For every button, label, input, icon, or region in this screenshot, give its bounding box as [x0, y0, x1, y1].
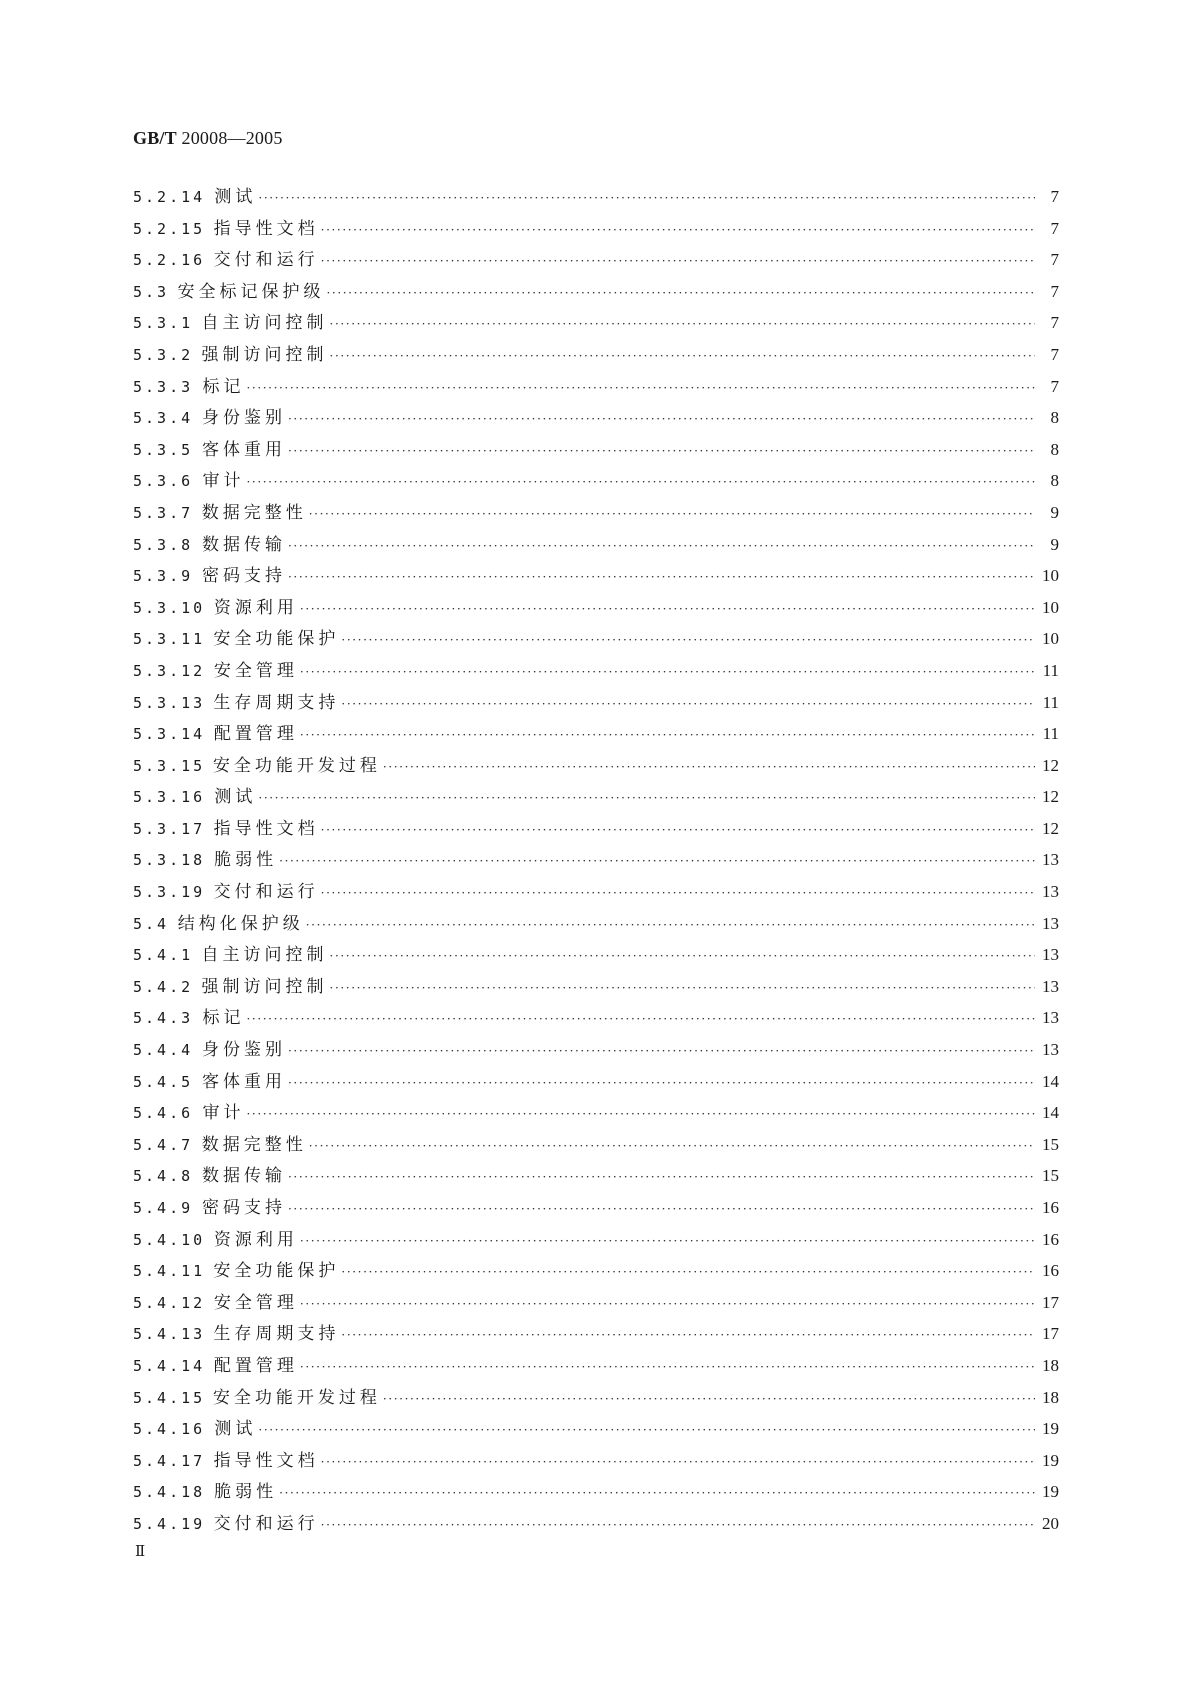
toc-section-title: 身份鉴别: [202, 408, 287, 429]
toc-section-number: 5.3: [133, 282, 170, 301]
toc-entry[interactable]: [133, 1382, 1059, 1414]
toc-page-number: 19: [1042, 1419, 1059, 1439]
toc-section-title: 安全标记保护级: [177, 281, 325, 302]
toc-entry[interactable]: [133, 1034, 1059, 1066]
dot-leader: [341, 1257, 1035, 1289]
toc-section-title: 数据完整性: [201, 1134, 307, 1155]
document-header: [133, 128, 283, 149]
toc-page-number: 16: [1042, 1261, 1059, 1281]
toc-entry[interactable]: [133, 1097, 1059, 1129]
toc-page-number: 15: [1042, 1166, 1059, 1186]
toc-entry[interactable]: [133, 371, 1059, 403]
toc-section-title: 数据传输: [202, 534, 287, 555]
toc-page-number: 11: [1042, 692, 1059, 712]
toc-page-number: 8: [1050, 408, 1059, 428]
toc-section-number: 5.3.11: [133, 630, 206, 649]
toc-entry[interactable]: [133, 844, 1059, 876]
dot-leader: [300, 1289, 1035, 1321]
toc-section-number: 5.4.19: [133, 1514, 206, 1533]
toc-section-number: 5.3.5: [133, 440, 194, 459]
toc-page-number: 10: [1042, 629, 1059, 649]
toc-section-title: 生存周期支持: [213, 1324, 340, 1345]
toc-page-number: 18: [1042, 1355, 1059, 1375]
toc-section-number: 5.3.18: [133, 851, 206, 870]
toc-page-number: 10: [1042, 597, 1059, 617]
toc-page-number: 13: [1042, 882, 1059, 902]
toc-page-number: 10: [1042, 566, 1059, 586]
toc-entry[interactable]: [133, 529, 1059, 561]
toc-page-number: 8: [1050, 439, 1059, 459]
toc-entry[interactable]: [133, 1129, 1059, 1161]
toc-page-number: 18: [1042, 1387, 1059, 1407]
dot-leader: [330, 309, 1035, 341]
dot-leader: [341, 689, 1035, 721]
toc-page-number: 9: [1050, 502, 1059, 522]
toc-entry[interactable]: [133, 497, 1059, 529]
toc-entry[interactable]: [133, 307, 1059, 339]
toc-page-number: 13: [1042, 913, 1059, 933]
toc-entry[interactable]: [133, 1350, 1059, 1382]
toc-section-title: 交付和运行: [213, 882, 319, 903]
toc-section-number: 5.3.4: [133, 409, 194, 428]
toc-section-number: 5.4.5: [133, 1072, 194, 1091]
dot-leader: [321, 246, 1035, 278]
toc-page-number: 13: [1042, 850, 1059, 870]
toc-section-number: 5.2.14: [133, 188, 206, 206]
toc-section-number: 5.3.1: [133, 314, 194, 333]
toc-section-title: 交付和运行: [213, 250, 319, 271]
toc-entry[interactable]: [133, 781, 1059, 813]
toc-page-number: 16: [1042, 1229, 1059, 1249]
toc-entry[interactable]: [133, 1508, 1059, 1540]
dot-leader: [306, 910, 1035, 942]
toc-section-title: 自主访问控制: [201, 313, 328, 334]
toc-section-title: 生存周期支持: [213, 692, 340, 713]
toc-entry[interactable]: [133, 1066, 1059, 1098]
toc-page-number: 12: [1042, 755, 1059, 775]
toc-section-title: 数据传输: [202, 1166, 287, 1187]
toc-entry[interactable]: [133, 750, 1059, 782]
toc-page-number: 8: [1050, 471, 1059, 491]
dot-leader: [383, 1384, 1035, 1416]
toc-section-title: 密码支持: [202, 1198, 287, 1218]
toc-section-title: 结构化保护级: [177, 913, 304, 934]
toc-section-title: 安全功能开发过程: [212, 1387, 381, 1408]
dot-leader: [300, 594, 1035, 626]
toc-section-title: 身份鉴别: [202, 1040, 287, 1061]
toc-section-title: 自主访问控制: [201, 945, 328, 966]
toc-page-number: 13: [1042, 976, 1059, 996]
toc-page-number: 7: [1050, 313, 1059, 333]
toc-section-number: 5.4.4: [133, 1041, 194, 1060]
dot-leader: [288, 1162, 1035, 1194]
toc-entry[interactable]: [133, 181, 1059, 213]
toc-entry[interactable]: [133, 465, 1059, 497]
toc-entry[interactable]: [133, 908, 1059, 940]
toc-entry[interactable]: [133, 1413, 1059, 1445]
dot-leader: [309, 499, 1035, 531]
dot-leader: [321, 215, 1035, 247]
toc-section-title: 测试: [214, 1419, 257, 1440]
toc-section-number: 5.2.16: [133, 251, 206, 270]
toc-entry[interactable]: [133, 1002, 1059, 1034]
dot-leader: [321, 815, 1035, 847]
dot-leader: [321, 1510, 1035, 1542]
toc-entry[interactable]: [133, 655, 1059, 687]
toc-section-title: 配置管理: [213, 724, 298, 745]
toc-section-number: 5.3.8: [133, 535, 194, 554]
dot-leader: [300, 720, 1035, 752]
page-number-footer: Ⅱ: [135, 1544, 146, 1560]
dot-leader: [321, 1447, 1035, 1479]
toc-section-title: 测试: [214, 187, 257, 207]
toc-entry[interactable]: [133, 1476, 1059, 1508]
toc-page-number: 16: [1042, 1198, 1059, 1217]
toc-section-number: 5.2.15: [133, 219, 206, 238]
toc-page-number: 7: [1050, 187, 1059, 206]
toc-entry[interactable]: [133, 244, 1059, 276]
dot-leader: [309, 1131, 1035, 1163]
toc-page-number: 7: [1050, 376, 1059, 396]
toc-entry[interactable]: [133, 1445, 1059, 1477]
dot-leader: [247, 1099, 1035, 1131]
toc-page-number: 17: [1042, 1324, 1059, 1344]
toc-entry[interactable]: [133, 213, 1059, 245]
toc-page-number: 14: [1042, 1103, 1059, 1123]
toc-section-title: 审计: [202, 471, 245, 492]
toc-section-number: 5.4.11: [133, 1262, 206, 1281]
toc-section-title: 安全功能开发过程: [212, 755, 381, 776]
toc-entry[interactable]: [133, 1287, 1059, 1319]
dot-leader: [247, 1004, 1035, 1036]
toc-section-number: 5.3.7: [133, 503, 194, 522]
toc-entry[interactable]: [133, 339, 1059, 371]
toc-page-number: 19: [1042, 1482, 1059, 1502]
toc-section-number: 5.3.10: [133, 598, 206, 617]
toc-section-title: 配置管理: [213, 1355, 298, 1376]
toc-section-number: 5.3.12: [133, 661, 206, 680]
toc-section-number: 5.4.10: [133, 1230, 206, 1249]
dot-leader: [321, 878, 1035, 910]
toc-entry[interactable]: [133, 971, 1059, 1003]
toc-page-number: 7: [1050, 218, 1059, 238]
toc-page-number: 12: [1042, 787, 1059, 807]
toc-section-number: 5.3.13: [133, 693, 206, 712]
toc-section-number: 5.4.17: [133, 1451, 206, 1470]
toc-entry[interactable]: [133, 813, 1059, 845]
toc-section-number: 5.4: [133, 914, 170, 933]
toc-section-number: 5.4.8: [133, 1167, 194, 1186]
toc-entry[interactable]: [133, 1192, 1059, 1224]
dot-leader: [330, 941, 1035, 973]
dot-leader: [383, 752, 1035, 784]
toc-section-number: 5.4.9: [133, 1199, 194, 1217]
dot-leader: [330, 973, 1035, 1005]
toc-section-title: 安全功能保护: [213, 629, 340, 650]
toc-entry[interactable]: [133, 718, 1059, 750]
toc-section-title: 标记: [202, 1008, 245, 1029]
toc-page-number: 19: [1042, 1450, 1059, 1470]
toc-entry[interactable]: [133, 623, 1059, 655]
toc-page-number: 11: [1042, 724, 1059, 744]
standard-prefix: GB/T: [133, 128, 177, 148]
toc-entry[interactable]: [133, 1224, 1059, 1256]
toc-section-title: 强制访问控制: [201, 344, 328, 365]
toc-section-number: 5.4.7: [133, 1135, 194, 1154]
toc-section-title: 强制访问控制: [201, 976, 328, 997]
toc-entry[interactable]: [133, 1160, 1059, 1192]
toc-section-title: 安全功能保护: [213, 1261, 340, 1282]
dot-leader: [327, 278, 1036, 310]
dot-leader: [300, 1226, 1035, 1258]
toc-page-number: 13: [1042, 945, 1059, 965]
dot-leader: [288, 531, 1035, 563]
standard-number: 20008—2005: [181, 128, 283, 148]
toc-page-number: 7: [1050, 344, 1059, 364]
toc-entry[interactable]: [133, 939, 1059, 971]
toc-section-title: 交付和运行: [213, 1513, 319, 1534]
toc-section-number: 5.4.6: [133, 1104, 194, 1123]
toc-page-number: 12: [1042, 818, 1059, 838]
toc-section-title: 测试: [214, 787, 257, 808]
toc-page-number: 7: [1050, 250, 1059, 270]
dot-leader: [247, 373, 1035, 405]
toc-section-number: 5.4.18: [133, 1483, 206, 1502]
toc-section-number: 5.4.14: [133, 1356, 206, 1375]
toc-entry[interactable]: [133, 276, 1059, 308]
toc-section-title: 资源利用: [213, 1229, 298, 1250]
toc-section-title: 脆弱性: [214, 1482, 278, 1503]
dot-leader: [288, 1036, 1035, 1068]
toc-section-title: 审计: [202, 1103, 245, 1124]
dot-leader: [258, 183, 1035, 215]
toc-section-number: 5.4.2: [133, 977, 194, 996]
toc-section-title: 安全管理: [213, 1292, 298, 1313]
toc-section-title: 指导性文档: [213, 1450, 319, 1471]
dot-leader: [288, 1068, 1035, 1100]
toc-entry[interactable]: [133, 592, 1059, 624]
toc-page-number: 14: [1042, 1071, 1059, 1091]
toc-section-number: 5.3.6: [133, 472, 194, 491]
toc-section-title: 数据完整性: [201, 502, 307, 523]
dot-leader: [288, 562, 1035, 594]
toc-entry[interactable]: [133, 1318, 1059, 1350]
toc-section-number: 5.4.1: [133, 946, 194, 965]
toc-section-number: 5.4.12: [133, 1293, 206, 1312]
toc-section-title: 安全管理: [213, 660, 298, 681]
toc-section-title: 指导性文档: [213, 218, 319, 239]
toc-page-number: 9: [1050, 534, 1059, 554]
toc-section-title: 指导性文档: [213, 818, 319, 839]
toc-entry[interactable]: [133, 687, 1059, 719]
toc-section-number: 5.3.2: [133, 345, 194, 364]
toc-section-number: 5.3.15: [133, 756, 206, 775]
toc-page-number: 7: [1050, 281, 1059, 301]
dot-leader: [247, 467, 1035, 499]
toc-entry[interactable]: [133, 402, 1059, 434]
dot-leader: [341, 625, 1035, 657]
toc-entry[interactable]: [133, 560, 1059, 592]
dot-leader: [288, 404, 1035, 436]
dot-leader: [258, 783, 1035, 815]
toc-section-number: 5.4.13: [133, 1325, 206, 1344]
dot-leader: [279, 846, 1035, 878]
table-of-contents: [133, 181, 1059, 1540]
toc-section-number: 5.3.3: [133, 377, 194, 396]
toc-section-title: 密码支持: [202, 566, 287, 587]
toc-section-number: 5.4.16: [133, 1420, 206, 1439]
dot-leader: [300, 657, 1035, 689]
toc-section-number: 5.4.3: [133, 1009, 194, 1028]
toc-section-number: 5.3.16: [133, 788, 206, 807]
toc-section-number: 5.3.14: [133, 725, 206, 744]
dot-leader: [279, 1478, 1035, 1510]
toc-page-number: 13: [1042, 1008, 1059, 1028]
toc-section-title: 脆弱性: [214, 850, 278, 871]
toc-page-number: 17: [1042, 1292, 1059, 1312]
toc-section-number: 5.3.9: [133, 567, 194, 586]
toc-section-number: 5.3.19: [133, 883, 206, 902]
toc-page-number: 20: [1042, 1513, 1059, 1533]
toc-page-number: 15: [1042, 1134, 1059, 1154]
toc-entry[interactable]: [133, 1255, 1059, 1287]
toc-section-title: 标记: [202, 376, 245, 397]
toc-section-title: 客体重用: [202, 1071, 287, 1092]
toc-entry[interactable]: [133, 876, 1059, 908]
dot-leader: [258, 1415, 1035, 1447]
dot-leader: [288, 1194, 1035, 1226]
dot-leader: [288, 436, 1035, 468]
toc-section-title: 客体重用: [202, 439, 287, 460]
dot-leader: [330, 341, 1035, 373]
toc-section-number: 5.4.15: [133, 1388, 206, 1407]
toc-page-number: 11: [1042, 660, 1059, 680]
toc-entry[interactable]: [133, 434, 1059, 466]
dot-leader: [341, 1320, 1035, 1352]
toc-section-number: 5.3.17: [133, 819, 206, 838]
toc-section-title: 资源利用: [213, 597, 298, 618]
toc-page-number: 13: [1042, 1040, 1059, 1060]
dot-leader: [300, 1352, 1035, 1384]
